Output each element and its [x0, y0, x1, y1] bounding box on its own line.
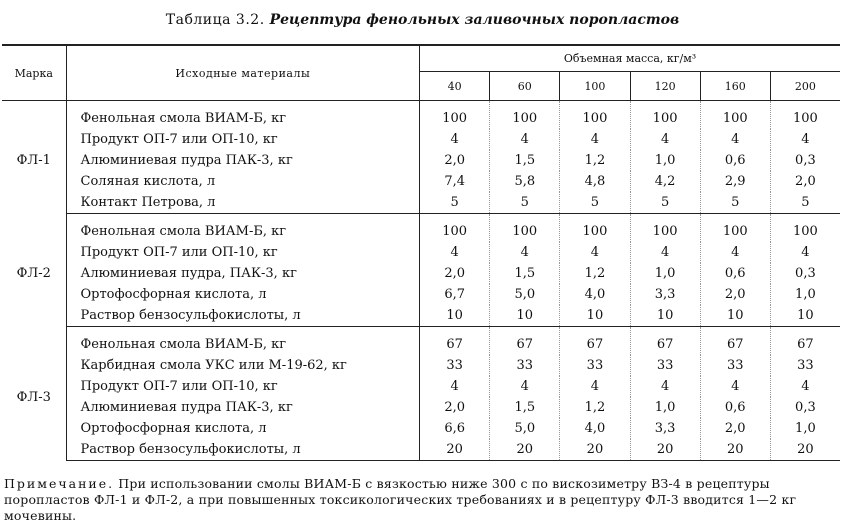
material-name: Продукт ОП-7 или ОП-10, кг	[66, 129, 420, 150]
value-cell: 5	[560, 192, 630, 214]
value-cell: 10	[770, 305, 840, 327]
value-cell: 100	[490, 214, 560, 243]
value-cell: 1,0	[630, 150, 700, 171]
value-cell: 4	[630, 129, 700, 150]
value-cell: 5	[490, 192, 560, 214]
value-cell: 5	[700, 192, 770, 214]
header-density: 200	[770, 72, 840, 101]
table-row	[2, 214, 840, 243]
value-cell: 20	[770, 439, 840, 461]
material-name: Продукт ОП-7 или ОП-10, кг	[66, 242, 420, 263]
value-cell: 100	[420, 101, 490, 130]
value-cell: 4	[700, 242, 770, 263]
value-cell: 4,8	[560, 171, 630, 192]
value-cell: 4	[420, 242, 490, 263]
table-row	[2, 284, 840, 305]
value-cell: 33	[490, 355, 560, 376]
table-row	[2, 129, 840, 150]
value-cell: 20	[700, 439, 770, 461]
value-cell: 20	[420, 439, 490, 461]
value-cell: 20	[490, 439, 560, 461]
value-cell: 100	[560, 214, 630, 243]
value-cell: 4	[700, 129, 770, 150]
value-cell: 1,0	[795, 421, 816, 436]
value-cell: 1,5	[490, 397, 560, 418]
material-name: Соляная кислота, л	[66, 171, 420, 192]
value-cell: 7,4	[420, 171, 490, 192]
value-cell: 100	[420, 214, 490, 243]
value-cell: 4	[560, 242, 630, 263]
value-cell: 4	[560, 376, 630, 397]
value-cell: 1,0	[795, 287, 816, 302]
value-cell: 4	[560, 129, 630, 150]
value-cell: 1,5	[490, 263, 560, 284]
value-cell: 4	[801, 132, 810, 147]
value-cell: 1,0	[630, 263, 700, 284]
group-marka: ФЛ-3	[2, 327, 66, 461]
table-row	[2, 418, 840, 439]
value-cell: 67	[420, 327, 490, 356]
value-cell: 5,0	[490, 284, 560, 305]
value-cell: 100	[560, 101, 630, 130]
value-cell: 5,8	[490, 171, 560, 192]
material-name: Контакт Петрова, л	[66, 192, 420, 214]
table-title: Рецептура фенольных заливочных поропластов	[269, 12, 680, 28]
header-density: 120	[630, 72, 700, 101]
table-row	[2, 305, 840, 327]
value-cell: 0,3	[795, 400, 816, 415]
value-cell: 4	[630, 376, 700, 397]
header-mass: Объемная масса, кг/м³	[420, 45, 840, 72]
value-cell: 67	[630, 327, 700, 356]
value-cell: 4	[801, 379, 810, 394]
value-cell: 2,0	[700, 284, 770, 305]
value-cell: 4	[490, 242, 560, 263]
footnote	[4, 476, 839, 524]
value-cell: 2,0	[420, 150, 490, 171]
material-name: Фенольная смола ВИАМ-Б, кг	[66, 327, 420, 356]
header-density: 40	[420, 72, 490, 101]
value-cell: 67	[560, 327, 630, 356]
value-cell: 6,7	[420, 284, 490, 305]
value-cell: 3,3	[630, 418, 700, 439]
header-row	[2, 45, 840, 72]
value-cell: 5,0	[490, 418, 560, 439]
material-name: Фенольная смола ВИАМ-Б, кг	[66, 214, 420, 243]
table-caption	[0, 12, 845, 28]
value-cell: 0,6	[700, 263, 770, 284]
value-cell: 6,6	[420, 418, 490, 439]
value-cell: 5	[770, 192, 840, 214]
value-cell: 100	[490, 101, 560, 130]
table-row	[2, 397, 840, 418]
value-cell: 4,2	[630, 171, 700, 192]
value-cell: 33	[700, 355, 770, 376]
value-cell: 4	[420, 129, 490, 150]
value-cell: 33	[420, 355, 490, 376]
value-cell: 0,3	[795, 266, 816, 281]
table-body	[2, 101, 840, 461]
recipe-table	[2, 44, 840, 461]
footnote-text: При использовании смолы ВИАМ-Б с вязкостью ниже 300 с по вискозиметру ВЗ-4 в рецептуры поропластов ФЛ-1 и ФЛ-2, а при повышенных токсикологических требованиях и в рецептуру ФЛ-3 вводится 1—2 кг мочевины.	[4, 476, 797, 523]
value-cell: 10	[630, 305, 700, 327]
table-row	[2, 101, 840, 130]
value-cell: 2,9	[700, 171, 770, 192]
value-cell: 4	[630, 242, 700, 263]
material-name: Ортофосфорная кислота, л	[66, 284, 420, 305]
value-cell: 100	[630, 214, 700, 243]
group-marka: ФЛ-1	[2, 101, 66, 214]
material-name: Раствор бензосульфокислоты, л	[66, 305, 420, 327]
table-row	[2, 355, 840, 376]
value-cell: 2,0	[420, 263, 490, 284]
table-row	[2, 192, 840, 214]
material-name: Алюминиевая пудра, ПАК-3, кг	[66, 263, 420, 284]
material-name: Карбидная смола УКС или М-19-62, кг	[66, 355, 420, 376]
header-marka: Марка	[2, 45, 66, 101]
table-row	[2, 242, 840, 263]
value-cell: 1,2	[560, 263, 630, 284]
value-cell: 67	[700, 327, 770, 356]
value-cell: 100	[700, 214, 770, 243]
value-cell: 2,0	[420, 397, 490, 418]
value-cell: 100	[792, 111, 818, 126]
group-marka: ФЛ-2	[2, 214, 66, 327]
material-name: Фенольная смола ВИАМ-Б, кг	[66, 101, 420, 130]
value-cell: 10	[490, 305, 560, 327]
value-cell: 0,6	[700, 150, 770, 171]
value-cell: 4,0	[560, 418, 630, 439]
value-cell: 33	[797, 358, 814, 373]
value-cell: 20	[560, 439, 630, 461]
material-name: Алюминиевая пудра ПАК-3, кг	[66, 150, 420, 171]
table-row	[2, 171, 840, 192]
value-cell: 1,0	[630, 397, 700, 418]
value-cell: 33	[560, 355, 630, 376]
value-cell: 67	[490, 327, 560, 356]
header-density: 160	[700, 72, 770, 101]
value-cell: 4	[801, 245, 810, 260]
material-name: Ортофосфорная кислота, л	[66, 418, 420, 439]
value-cell: 100	[792, 224, 818, 239]
material-name: Алюминиевая пудра ПАК-3, кг	[66, 397, 420, 418]
value-cell: 1,5	[490, 150, 560, 171]
header-density: 60	[490, 72, 560, 101]
value-cell: 4	[700, 376, 770, 397]
value-cell: 100	[630, 101, 700, 130]
footnote-label: Примечание.	[4, 476, 115, 491]
value-cell: 1,2	[560, 150, 630, 171]
value-cell: 5	[420, 192, 490, 214]
value-cell: 20	[630, 439, 700, 461]
table-row	[2, 150, 840, 171]
table-row	[2, 439, 840, 461]
value-cell: 4	[490, 129, 560, 150]
value-cell: 1,2	[560, 397, 630, 418]
value-cell: 10	[560, 305, 630, 327]
value-cell: 33	[630, 355, 700, 376]
value-cell: 67	[797, 337, 814, 352]
value-cell: 2,0	[795, 174, 816, 189]
value-cell: 5	[630, 192, 700, 214]
value-cell: 2,0	[700, 418, 770, 439]
table-row	[2, 376, 840, 397]
material-name: Продукт ОП-7 или ОП-10, кг	[66, 376, 420, 397]
value-cell: 100	[700, 101, 770, 130]
value-cell: 10	[700, 305, 770, 327]
header-density: 100	[560, 72, 630, 101]
value-cell: 4	[490, 376, 560, 397]
value-cell: 0,6	[700, 397, 770, 418]
table-number: Таблица 3.2.	[165, 12, 265, 28]
value-cell: 0,3	[795, 153, 816, 168]
value-cell: 10	[420, 305, 490, 327]
value-cell: 4	[420, 376, 490, 397]
value-cell: 4,0	[560, 284, 630, 305]
value-cell: 3,3	[630, 284, 700, 305]
table-row	[2, 327, 840, 356]
header-materials: Исходные материалы	[66, 45, 420, 101]
material-name: Раствор бензосульфокислоты, л	[66, 439, 420, 461]
table-row	[2, 263, 840, 284]
